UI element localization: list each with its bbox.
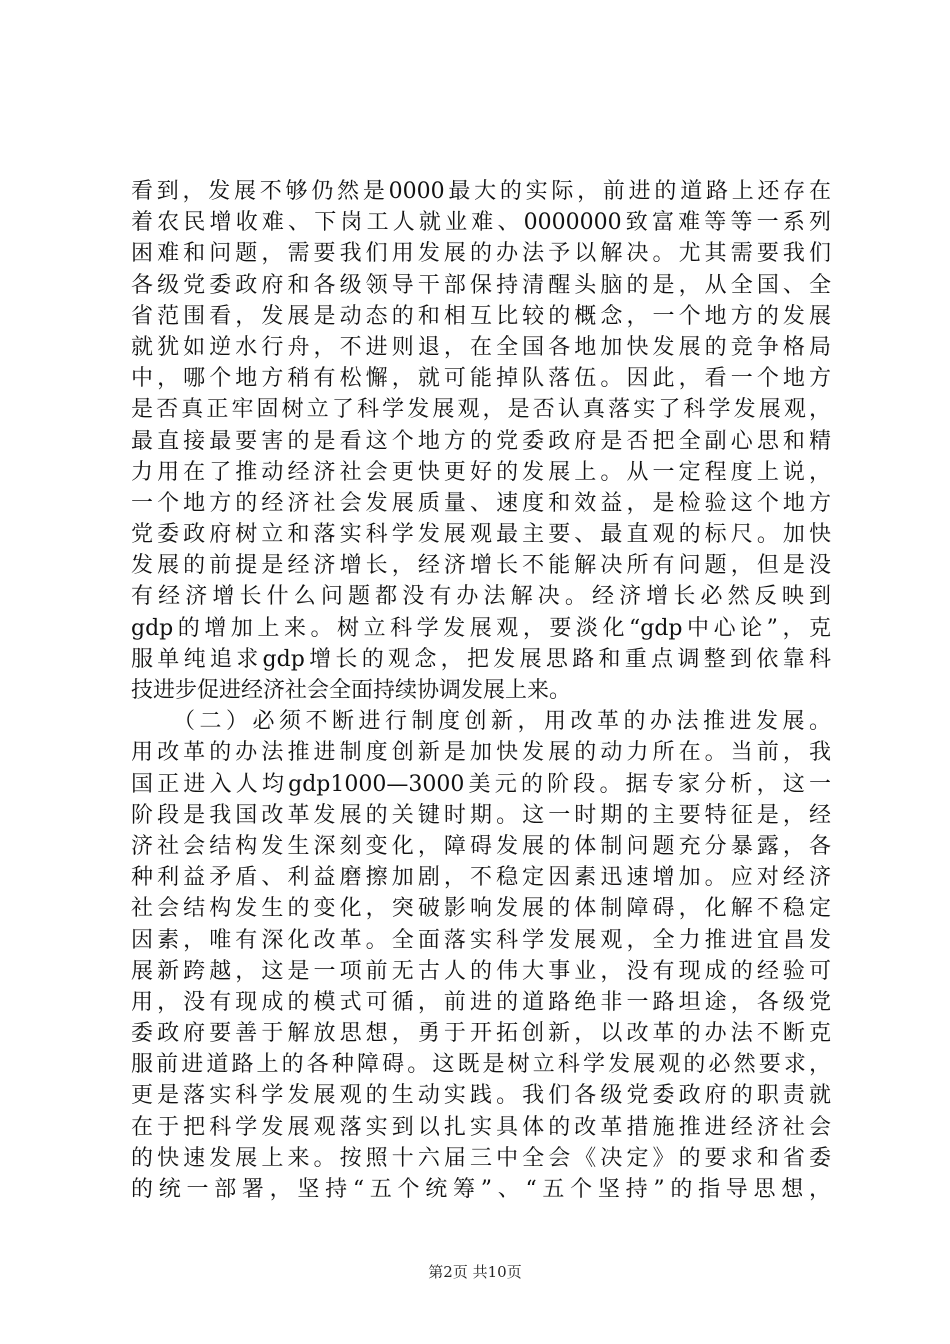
text-line: 党委政府树立和落实科学发展观最主要、最直观的标尺。加快 <box>131 522 831 548</box>
text-line: 各级党委政府和各级领导干部保持清醒头脑的是，从全国、全 <box>131 272 831 298</box>
text-line: 国正进入人均gdp1000—3000美元的阶段。据专家分析，这一 <box>131 771 831 797</box>
text-line: 看到，发展不够仍然是0000最大的实际，前进的道路上还存在 <box>131 179 831 204</box>
text-line: 服单纯追求gdp增长的观念，把发展思路和重点调整到依靠科 <box>131 646 831 672</box>
text-line: 的快速发展上来。按照十六届三中全会《决定》的要求和省委 <box>131 1145 831 1171</box>
text-line: 阶段是我国改革发展的关键时期。这一时期的主要特征是，经 <box>131 802 831 828</box>
text-line: 的统一部署，坚持“五个统筹”、“五个坚持”的指导思想， <box>131 1177 831 1202</box>
text-line: 种利益矛盾、利益磨擦加剧，不稳定因素迅速增加。应对经济 <box>131 865 831 891</box>
text-line: 展新跨越，这是一项前无古人的伟大事业，没有现成的经验可 <box>131 958 831 984</box>
text-line: 困难和问题，需要我们用发展的办法予以解决。尤其需要我们 <box>131 241 831 267</box>
text-line: 力用在了推动经济社会更快更好的发展上。从一定程度上说， <box>131 459 831 485</box>
text-line: gdp的增加上来。树立科学发展观，要淡化“gdp中心论”，克 <box>131 615 831 641</box>
text-line: 着农民增收难、下岗工人就业难、0000000致富难等等一系列 <box>131 210 831 236</box>
text-line: 一个地方的经济社会发展质量、速度和效益，是检验这个地方 <box>131 490 831 516</box>
text-line: 更是落实科学发展观的生动实践。我们各级党委政府的职责就 <box>131 1083 831 1109</box>
text-line: 委政府要善于解放思想，勇于开拓创新，以改革的办法不断克 <box>131 1021 831 1047</box>
text-line: 用改革的办法推进制度创新是加快发展的动力所在。当前，我 <box>131 740 831 766</box>
text-line: 中，哪个地方稍有松懈，就可能掉队落伍。因此，看一个地方 <box>131 366 831 392</box>
text-line: 最直接最要害的是看这个地方的党委政府是否把全副心思和精 <box>131 428 831 454</box>
page-number-footer: 第2页 共10页 <box>428 1263 522 1281</box>
text-line: 社会结构发生的变化，突破影响发展的体制障碍，化解不稳定 <box>131 896 831 922</box>
document-body <box>131 176 831 1205</box>
text-line: 用，没有现成的模式可循，前进的道路绝非一路坦途，各级党 <box>131 989 831 1015</box>
text-line: 就犹如逆水行舟，不进则退，在全国各地加快发展的竞争格局 <box>131 334 831 360</box>
text-line: 济社会结构发生深刻变化，障碍发展的体制问题充分暴露，各 <box>131 833 831 859</box>
paragraph-end-line: 技进步促进经济社会全面持续协调发展上来。 <box>131 678 572 703</box>
text-line: 服前进道路上的各种障碍。这既是树立科学发展观的必然要求， <box>131 1052 831 1078</box>
text-line: 因素，唯有深化改革。全面落实科学发展观，全力推进宜昌发 <box>131 927 831 953</box>
section-heading-line: （二）必须不断进行制度创新，用改革的办法推进发展。 <box>131 709 831 735</box>
text-line: 省范围看，发展是动态的和相互比较的概念，一个地方的发展 <box>131 303 831 329</box>
text-line: 有经济增长什么问题都没有办法解决。经济增长必然反映到 <box>131 584 831 610</box>
text-line: 发展的前提是经济增长，经济增长不能解决所有问题，但是没 <box>131 553 831 579</box>
text-line: 在于把科学发展观落实到以扎实具体的改革措施推进经济社会 <box>131 1114 831 1140</box>
text-line: 是否真正牢固树立了科学发展观，是否认真落实了科学发展观， <box>131 397 831 423</box>
